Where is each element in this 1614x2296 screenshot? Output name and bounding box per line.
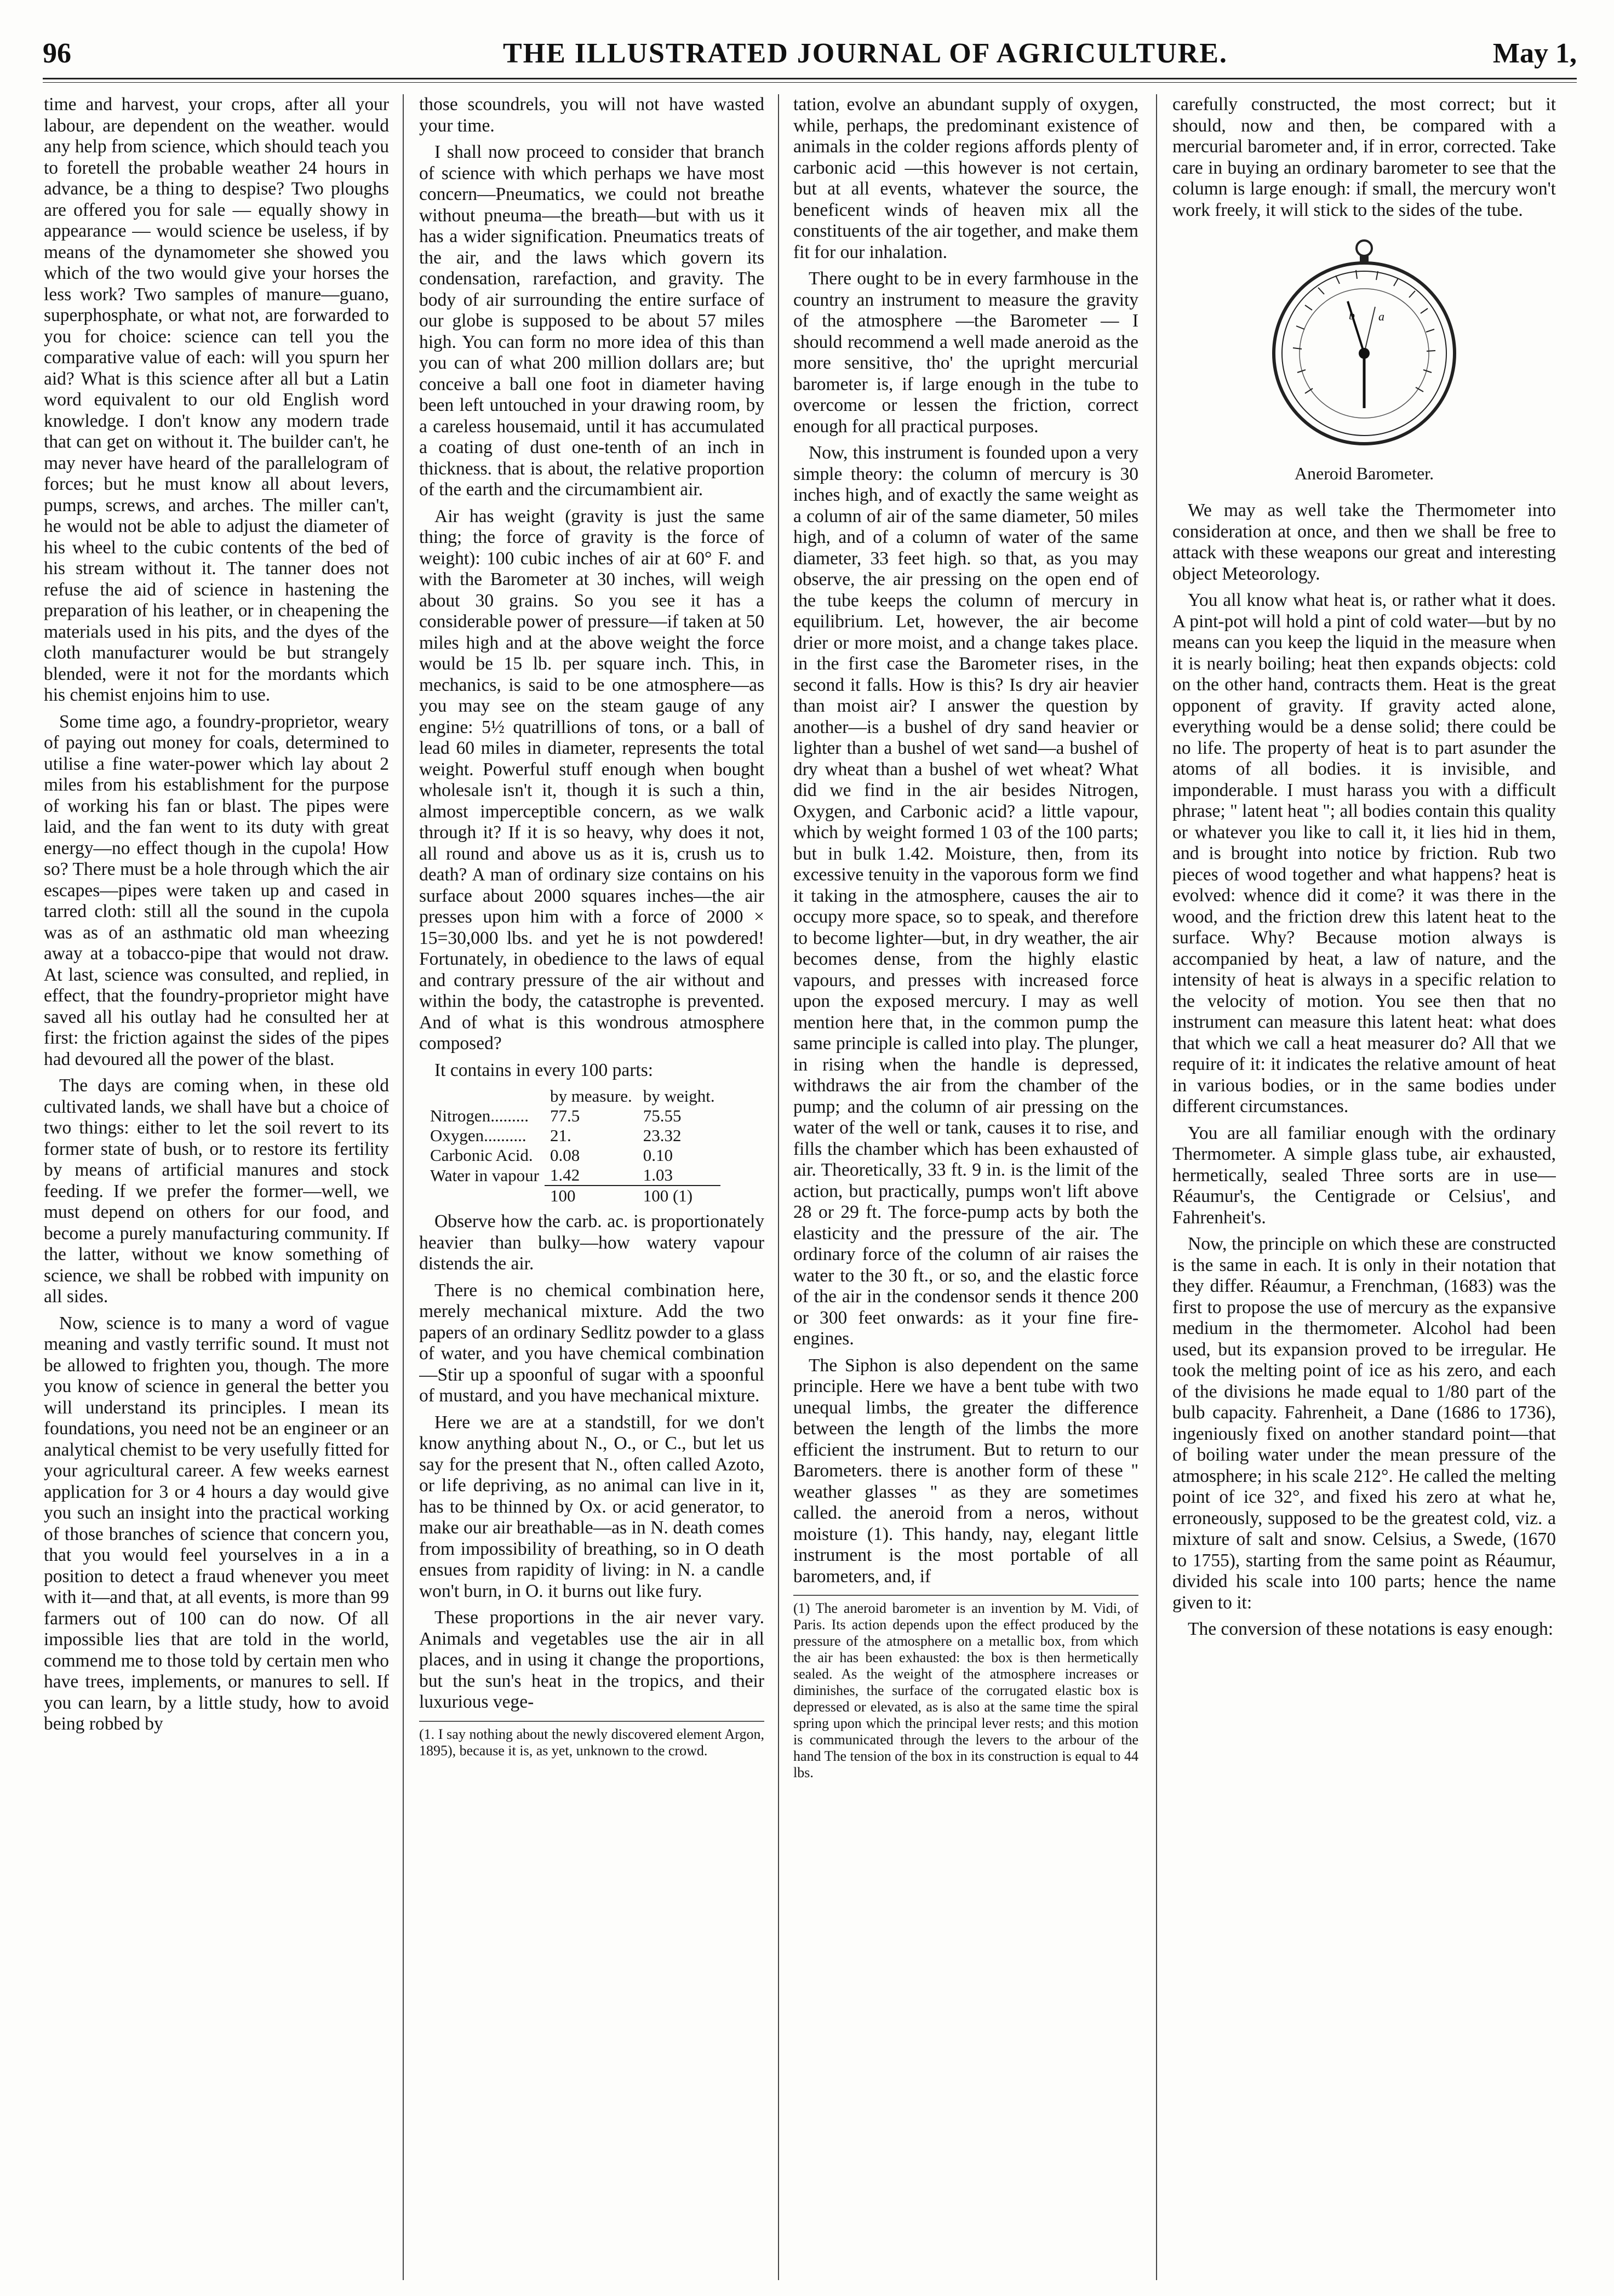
table-total-row xyxy=(425,1186,720,1206)
paragraph: Observe how the carb. ac. is proportionately heavier than bulky—how watery vapour distends the air. xyxy=(419,1211,764,1274)
table-row xyxy=(425,1126,720,1146)
paragraph: There ought to be in every farmhouse in the country an instrument to measure the gravity of the atmosphere —the Barometer — I should recommend a well made aneroid as the more sensitive, tho' the upright mercurial barometer is, if large enough in the tube to overcome or lessen the friction, correct enough for all practical purposes. xyxy=(793,268,1138,437)
paragraph: You all know what heat is, or rather what it does. A pint-pot will hold a pint of cold water—but by no means can you keep the liquid in the measure when it is nearly boiling; heat then expands objects: cold on the other hand, contracts them. Heat is the great opponent of gravity. If gravity acted alone, everything would be a dense solid; there could be no life. The property of heat is to part asunder the atoms of all bodies. it is invisible, and imponderable. I must harass you with a difficult phrase; " latent heat "; all bodies contain this quality or whatever you like to call it, it lies hid in them, and is brought into notice by friction. Rub two pieces of wood together and what happens? heat is evolved: whence did it come? it was there in the wood, and the friction drew this latent heat to the surface. Why? Because motion always is accompanied by heat, a law of nature, and the intensity of heat is always in a specific relation to the velocity of motion. You see then that no instrument can measure this latent heat: what does that which we call a heat measurer do? All that we require of it: it indicates the relative amount of heat in various bodies, or in the same bodies under different circumstances. xyxy=(1172,590,1556,1116)
issue-date: May 1, xyxy=(1492,38,1577,69)
total-measure: 100 xyxy=(545,1186,638,1206)
paragraph: The Siphon is also dependent on the same principle. Here we have a bent tube with two unequal limbs, the greater the difference between the length of the limbs the more efficient the instrument. But to return to our Barometers. there is another form of these " weather glasses " as they are sometimes called. the aneroid from a neros, without moisture (1). This handy, nay, elegant little instrument is the most portable of all barometers, and, if xyxy=(793,1355,1138,1587)
gas-name: Water in vapour xyxy=(430,1165,539,1185)
footnote: (1. I say nothing about the newly discovered element Argon, 1895), because it is, as yet, unknown to the crowd. xyxy=(419,1721,764,1759)
column-header: by weight. xyxy=(643,1086,715,1106)
column-divider xyxy=(1156,94,1157,2280)
column-4 xyxy=(1172,94,1556,2280)
paragraph: those scoundrels, you will not have wasted your time. xyxy=(419,94,764,136)
table-row xyxy=(425,1146,720,1165)
gas-name: Nitrogen......... xyxy=(430,1106,529,1125)
aneroid-barometer-illustration xyxy=(1266,233,1463,452)
paragraph: tation, evolve an abundant supply of oxygen, while, perhaps, the predominant existence of animals in the colder regions affords plenty of carbonic acid —this however is not certain, but at all events, whatever the source, the beneficent winds of heaven mix all the constituents of the air together, and make them fit for our inhalation. xyxy=(793,94,1138,262)
weight-value: 75.55 xyxy=(643,1106,682,1125)
paragraph: These proportions in the air never vary. Animals and vegetables use the air in all places, and in using it change the proportions, but the sun's heat in the tropics, and their luxurious vege- xyxy=(419,1607,764,1712)
table-header-row xyxy=(425,1086,720,1106)
page-header xyxy=(43,31,1577,69)
journal-title: THE ILLUSTRATED JOURNAL OF AGRICULTURE. xyxy=(503,38,1228,69)
paragraph: There is no chemical combination here, merely mechanical mixture. Add the two papers of an ordinary Sedlitz powder to a glass of water, and you have chemical combination—Stir up a spoonful of sugar with a spoonful of mustard, and you have mechanical mixture. xyxy=(419,1280,764,1406)
paragraph: The days are coming when, in these old cultivated lands, we shall have but a choice of two things: either to let the soil revert to its former state of bush, or to restore its fertility by means of artificial manures and stock feeding. If we prefer the former—well, we must depend on others for our food, and become a purely manufacturing community. If the latter, without we know something of science, we shall be robbed with impunity on all sides. xyxy=(44,1075,389,1307)
paragraph: Now, the principle on which these are constructed is the same in each. It is only in their notation that they differ. Réaumur, a Frenchman, (1683) was the first to propose the use of mercury as the expansive medium in the thermometer. Alcohol had been used, but its expansion proved to be irregular. He took the melting point of ice as his zero, and each of the divisions he made equal to 1/80 part of the bulb capacity. Fahrenheit, a Dane (1686 to 1736), ingeniously fixed on another standard point—that of boiling water under the mean pressure of the atmosphere; in his scale 212°. He called the melting point of ice 32°, and fixed his zero at what he, erroneously, supposed to be the greatest cold, viz. a mixture of salt and snow. Celsius, a Swede, (1670 to 1755), starting from the same point as Réaumur, divided his scale into 100 parts; hence the name given to it: xyxy=(1172,1234,1556,1613)
gas-name: Oxygen.......... xyxy=(430,1126,526,1145)
paragraph: Here we are at a standstill, for we don't know anything about N., O., or C., but let us say for the present that N., often called Azoto, or life depriving, as no animal can live in it, has to be thinned by Ox. or acid generator, to make our air breathable—as in N. death comes from impossibility of breathing, so in O death ensues from rapidity of living: in N. a candle won't burn, in O. it burns out like fury. xyxy=(419,1412,764,1601)
weight-value: 0.10 xyxy=(643,1146,673,1165)
page-number: 96 xyxy=(43,38,71,69)
paragraph: It contains in every 100 parts: xyxy=(434,1060,654,1080)
paragraph: time and harvest, your crops, after all your labour, are dependent on the weather. would any help from science, which should teach you to foretell the probable weather 24 hours in advance, be a thing to despise? Two ploughs are offered you for sale — equally showy in appearance — would science be useless, if by means of the dynamometer she showed you which of the two would give your horses the less work? Two samples of manure—guano, superphosphate, or what not, are forwarded to you for choice: science can tell you the comparative value of each: will you spurn her aid? What is this science after all but a Latin word equivalent to our old English word knowledge. I don't know any modern trade that can get on without it. The builder can't, he may never have heard of the parallelogram of forces; but he must know all about levers, pumps, screws, and arches. The miller can't, he would not be able to adjust the diameter of his wheel to the cubic contents of the bed of his stream without it. The tanner does not refuse the aid of science in hastening the preparation of his leather, or in cheapening the materials used in his pits, and the dyes of the cloth manufacturer would be but strangely blended, were it not for the mordants which his chemist enjoins him to use. xyxy=(44,94,389,705)
paragraph: Air has weight (gravity is just the same thing; the force of gravity is the force of weight): 100 cubic inches of air at 60° F. and with the Barometer at 30 inches, will weigh about 30 grains. So you see it has a considerable power of pressure—if taken at 50 miles high and at the above weight the force would be 15 lb. per square inch. This, in mechanics, is said to be one atmosphere—as you may see on the steam gauge of any engine: 5½ quatrillions of tons, or a ball of lead 60 miles in diameter, represents the total weight. Powerful stuff enough when bought wholesale isn't it, though it is such a thin, almost imperceptible concern, as we walk through it? If it is so heavy, why does it not, all round and above us as it is, crush us to death? A man of ordinary size contains on his surface about 2000 squares inches—the air presses upon him with a force of 2000 × 15=30,000 lbs. and yet he is not powdered! Fortunately, in obedience to the laws of equal and contrary pressure of the air without and within the body, the catastrophe is prevented. And of what is this wondrous atmosphere composed? xyxy=(419,506,764,1053)
table-row xyxy=(425,1165,720,1186)
air-composition-table xyxy=(425,1086,720,1206)
gas-name: Carbonic Acid. xyxy=(430,1146,533,1165)
aneroid-barometer-figure xyxy=(1172,233,1556,484)
paragraph: You are all familiar enough with the ordinary Thermometer. A simple glass tube, air exhausted, hermetically, sealed Three sorts are in use—Réaumur's, the Centigrade or Celsius', and Fahrenheit's. xyxy=(1172,1123,1556,1228)
paragraph: Now, this instrument is founded upon a very simple theory: the column of mercury is 30 inches high, and of exactly the same weight as a column of air of the same diameter, 50 miles high, and of a column of water of the same diameter, 33 feet high. so that, as you may observe, the air pressing on the open end of the tube keeps the column of mercury in equilibrium. Let, however, the air become drier or more moist, and a change takes place. in the first case the Barometer rises, in the second it falls. How is this? Is dry air heavier than moist air? I answer the question by another—is a bushel of dry sand heavier or lighter than a bushel of wet sand—a bushel of dry wheat than a bushel of wet wheat? What did we find in the air besides Nitrogen, Oxygen, and Carbonic acid? a little vapour, which by weight formed 1 03 of the 100 parts; but in bulk 1.42. Moisture, then, from its excessive tenuity in the vaporous form we find it taking in the atmosphere, causes the air to occupy more space, so to speak, and therefore to become lighter—but, in dry weather, the air becomes dense, from the highly elastic vapours, and presses with increased force upon the exposed mercury. I may as well mention here that, in the common pump the same principle is called into play. The plunger, in rising when the handle is depressed, withdraws the air from the chamber of the pump; and the column of air pressing on the water of the well or tank, causes it to rise, and fills the chamber which has been exhausted of air. Theoretically, 33 ft. 9 in. is the limit of the action, but practically, pumps won't lift above 28 or 29 ft. The force-pump acts by both the elasticity and the pressure of the air. The ordinary force of the column of air raises the water to the 30 ft., or so, and the elastic force of the air in the condensor sends it thence 200 or 300 feet onwards: as it your fine fire-engines. xyxy=(793,443,1138,1349)
figure-caption: Aneroid Barometer. xyxy=(1294,463,1434,483)
svg-text:a: a xyxy=(1378,310,1384,323)
footnote: (1) The aneroid barometer is an invention by M. Vidi, of Paris. Its action depends upon the effect produced by the pressure of the atmosphere on a metallic box, from which the air has been exhausted: the box is then hermetically sealed. As the weight of the atmosphere increases or diminishes, the surface of the corrugated elastic box is depressed or elevated, as is also at the same time the spiral spring upon which the principal lever rests; and this motion is communicated through the levers to the arbour of the hand The tension of the box in its construction is equal to 44 lbs. xyxy=(793,1595,1138,1781)
column-3 xyxy=(793,94,1138,2280)
svg-text:b: b xyxy=(1349,308,1355,322)
paragraph: carefully constructed, the most correct; but it should, now and then, be compared with a mercurial barometer and, if in error, corrected. Take care in buying an ordinary barometer to see that the column is large enough: if small, the mercury won't work freely, it will stick to the sides of the tube. xyxy=(1172,94,1556,220)
measure-value: 0.08 xyxy=(550,1146,580,1165)
paragraph: Now, science is to many a word of vague meaning and vastly terrific sound. It must not be allowed to frighten you, though. The more you know of science in general the better you will understand its principles. I mean its foundations, you need not be an engineer or an analytical chemist to be very usefully fitted for your agricultural career. A few weeks earnest application for 3 or 4 hours a day would give you such an insight into the practical working of those branches of science that concern you, that you would feel yourselves in a in a position to detect a fraud whenever you meet with it—and that, at all events, is more than 99 farmers out of 100 can do now. Of all impossible lies that are told in the world, commend me to those told by certain men who have trees, implements, or manures to sell. If you can learn, by a little study, how to avoid being robbed by xyxy=(44,1313,389,1734)
column-2 xyxy=(419,94,764,2280)
header-rule-thin xyxy=(43,82,1577,83)
measure-value: 1.42 xyxy=(550,1165,580,1184)
column-divider xyxy=(403,94,404,2280)
paragraph: Some time ago, a foundry-proprietor, weary of paying out money for coals, determined to utilise a fine water-power which lay about 2 miles from his establishment for the purpose of working his fan or blast. The pipes were laid, and the fan went to its duty with great energy—no effect though in the cupola! How so? There must be a hole through which the air escapes—pipes were taken up and cased in tarred cloth: still all the sound in the cupola was as of an asthmatic old man wheezing away at a tobacco-pipe that would not draw. At last, science was consulted, and replied, in effect, that the foundry-proprietor might have saved all his outlay had he consulted her at first: the friction against the sides of the pipes had devoured all the power of the blast. xyxy=(44,711,389,1069)
total-weight: 100 (1) xyxy=(638,1186,720,1206)
column-divider xyxy=(778,94,779,2280)
measure-value: 21. xyxy=(550,1126,571,1145)
measure-value: 77.5 xyxy=(550,1106,580,1125)
weight-value: 1.03 xyxy=(643,1165,673,1184)
weight-value: 23.32 xyxy=(643,1126,682,1145)
table-row xyxy=(425,1106,720,1126)
paragraph: The conversion of these notations is easy enough: xyxy=(1188,1619,1554,1639)
paragraph: We may as well take the Thermometer into consideration at once, and then we shall be free to attack with these weapons our great and interesting object Meteorology. xyxy=(1172,500,1556,584)
column-header: by measure. xyxy=(550,1086,632,1106)
header-rule xyxy=(43,78,1577,79)
column-1 xyxy=(44,94,389,2280)
paragraph: I shall now proceed to consider that branch of science with which perhaps we have most concern—Pneumatics, we could not breathe without pneuma—the breath—but with us it has a wider signification. Pneumatics treats of the air, and the laws which govern its condensation, rarefaction, and gravity. The body of air surrounding the entire surface of our globe is supposed to be about 57 miles high. You can form no more idea of this than you can of what 200 million dollars are; but conceive a ball one foot in diameter having been left untouched in your drawing room, by a careless housemaid, until it has accumulated a coating of dust one-tenth of an inch in thickness. that is about, the relative proportion of the earth and the circumambient air. xyxy=(419,142,764,500)
